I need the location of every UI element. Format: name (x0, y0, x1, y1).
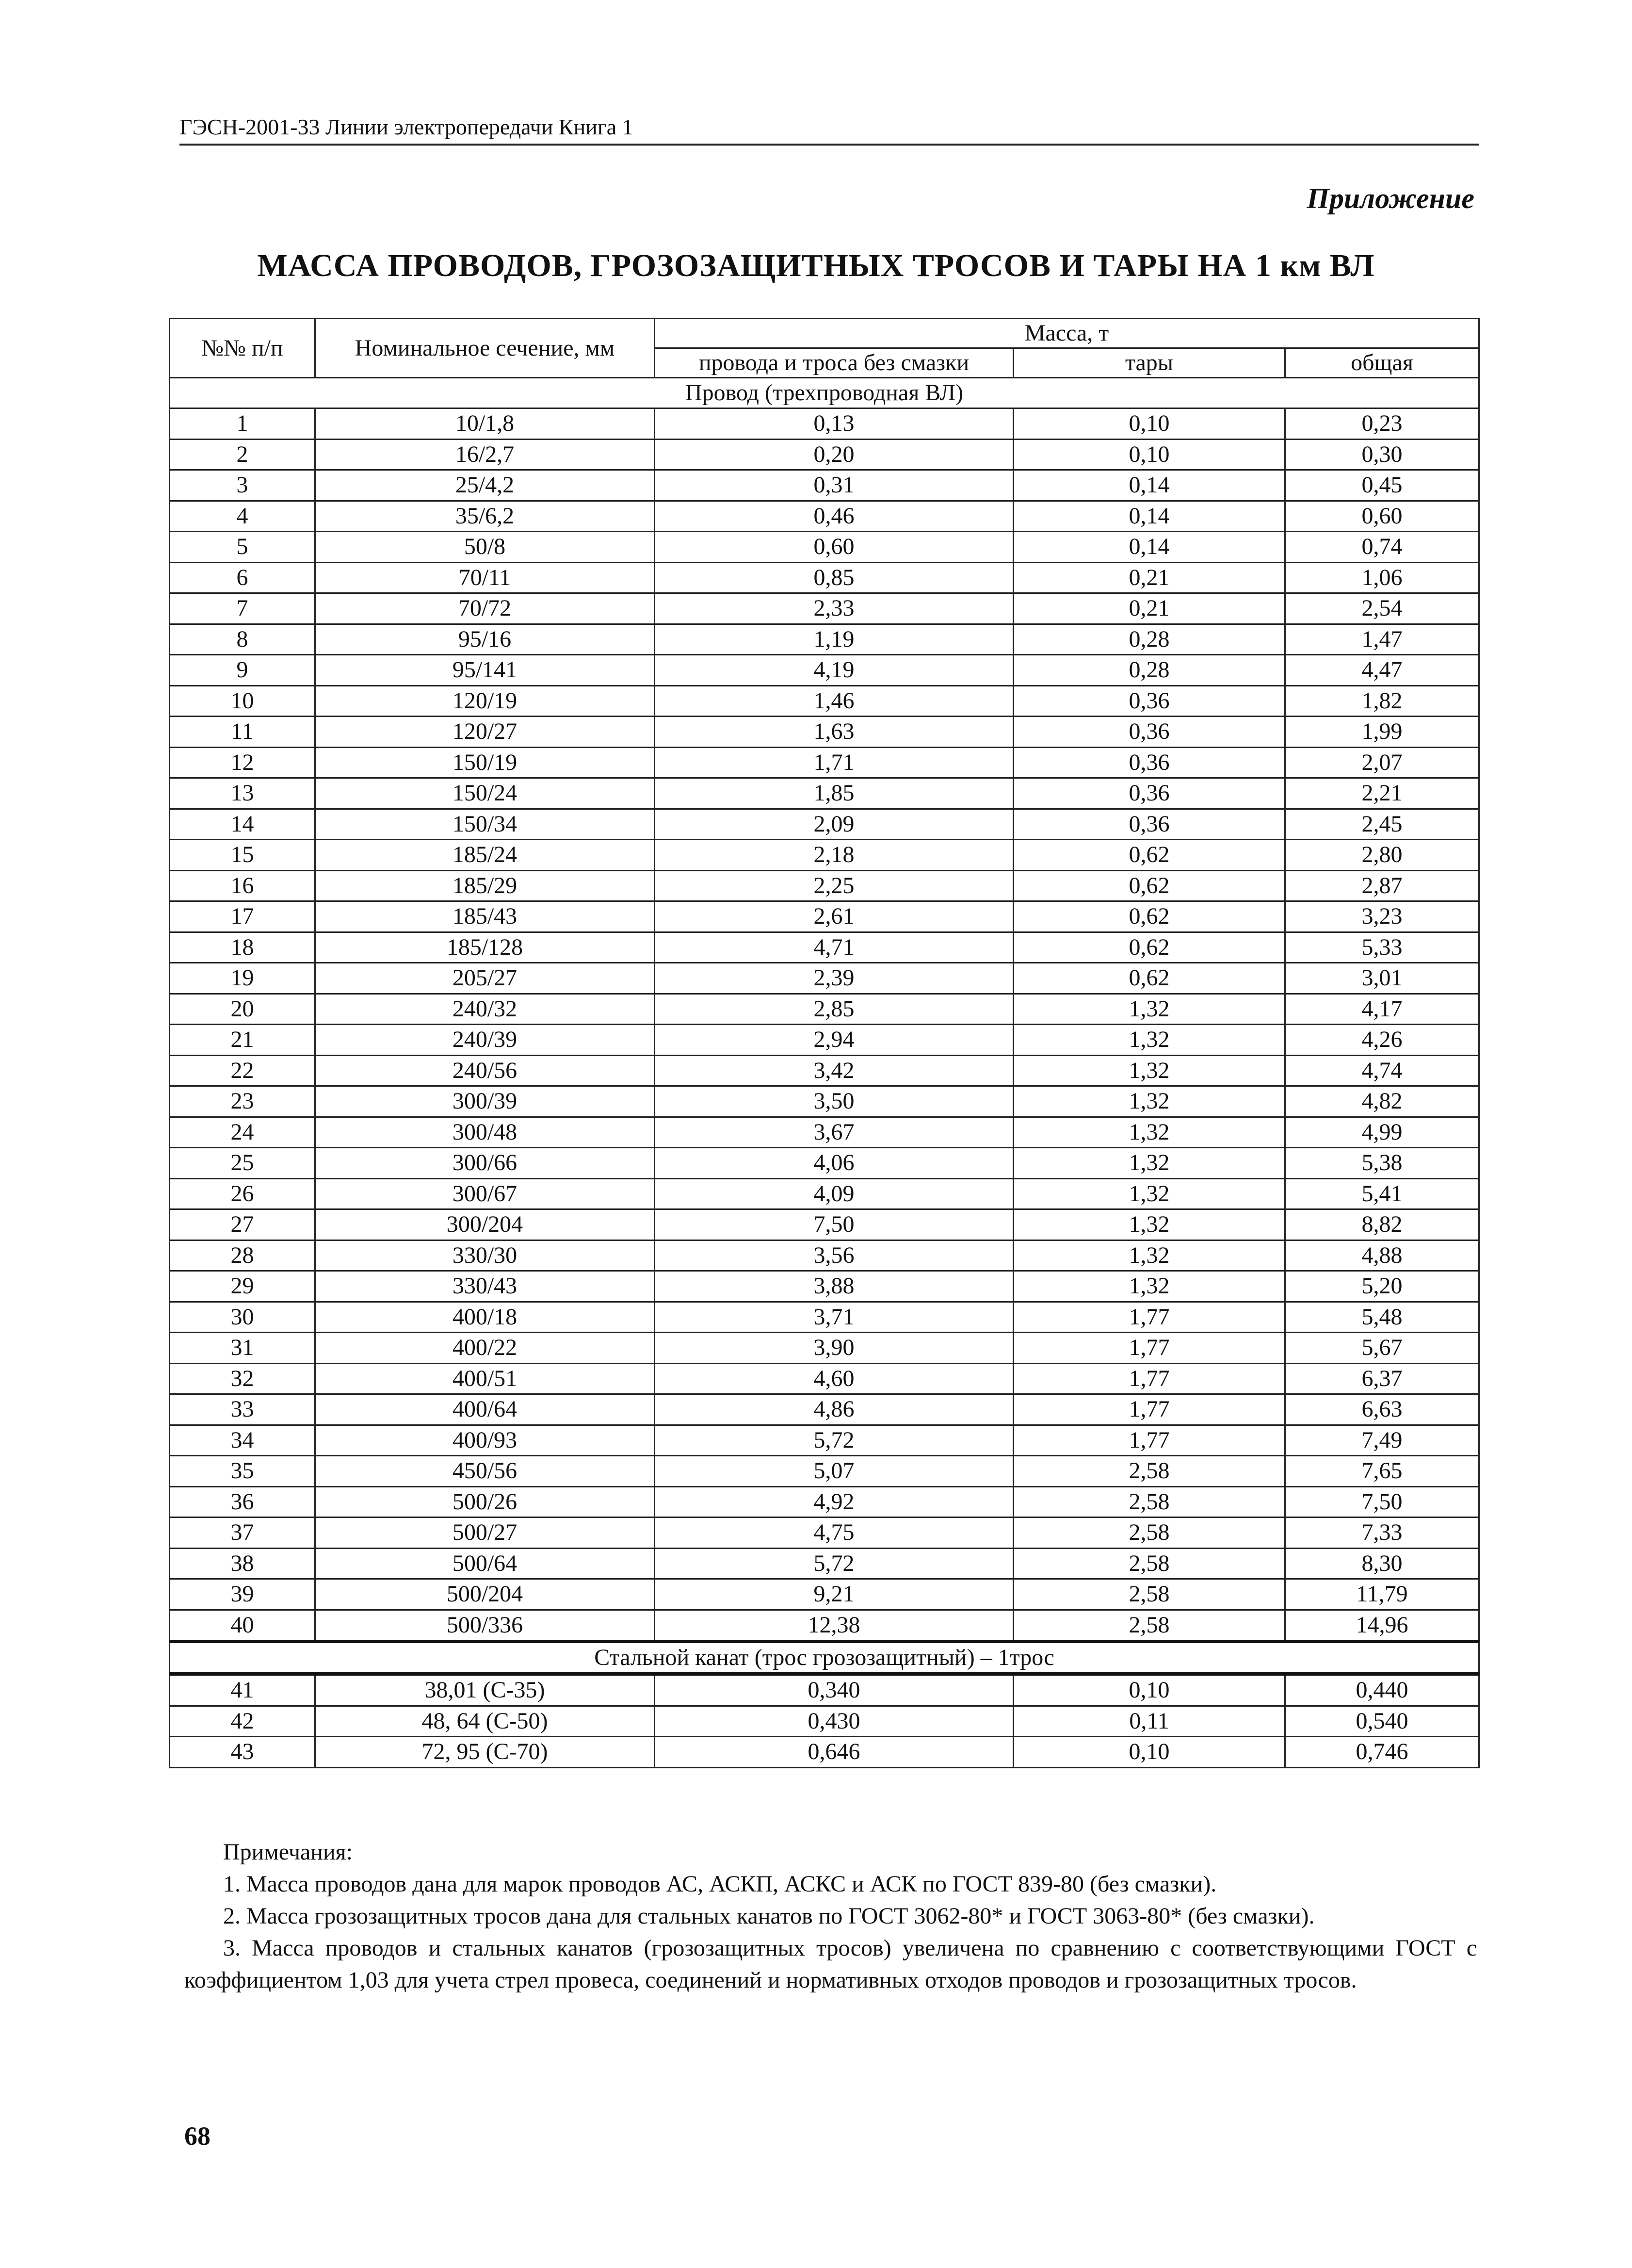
row-wire-mass: 3,71 (655, 1302, 1014, 1333)
table-body (170, 378, 1479, 1768)
row-tare-mass: 1,77 (1014, 1394, 1285, 1425)
row-section: 185/24 (315, 840, 655, 871)
row-tare-mass: 2,58 (1014, 1579, 1285, 1610)
row-section: 450/56 (315, 1456, 655, 1487)
row-section: 300/204 (315, 1209, 655, 1240)
row-section: 72, 95 (С-70) (315, 1737, 655, 1768)
row-num: 25 (170, 1148, 315, 1179)
table-row (170, 1706, 1479, 1737)
row-tare-mass: 1,32 (1014, 1117, 1285, 1148)
row-tare-mass: 0,62 (1014, 932, 1285, 963)
row-wire-mass: 0,46 (655, 501, 1014, 532)
row-wire-mass: 0,31 (655, 470, 1014, 501)
row-tare-mass: 1,32 (1014, 994, 1285, 1025)
row-total-mass: 4,47 (1285, 655, 1479, 686)
row-num: 26 (170, 1178, 315, 1209)
row-total-mass: 8,82 (1285, 1209, 1479, 1240)
row-total-mass: 2,07 (1285, 747, 1479, 778)
row-wire-mass: 4,19 (655, 655, 1014, 686)
row-num: 7 (170, 593, 315, 624)
row-num: 38 (170, 1548, 315, 1579)
note-item: 3. Масса проводов и стальных канатов (грозозащитных тросов) увеличена по сравнению с соответствующими ГОСТ с коэффициентом 1,03 для учета стрел провеса, соединений и нормативных отходов проводов и грозозащитных тросов. (184, 1935, 1477, 1993)
row-total-mass: 5,67 (1285, 1333, 1479, 1364)
row-total-mass: 4,82 (1285, 1086, 1479, 1117)
table-row (170, 963, 1479, 994)
row-total-mass: 14,96 (1285, 1610, 1479, 1642)
table-row (170, 809, 1479, 840)
row-section: 150/19 (315, 747, 655, 778)
row-section: 150/34 (315, 809, 655, 840)
row-num: 31 (170, 1333, 315, 1364)
table-row (170, 1271, 1479, 1302)
row-wire-mass: 1,63 (655, 717, 1014, 748)
row-wire-mass: 4,09 (655, 1178, 1014, 1209)
table-row (170, 932, 1479, 963)
row-num: 21 (170, 1025, 315, 1056)
running-title: ГЭСН-2001-33 Линии электропередачи Книга 1 (179, 114, 633, 139)
row-tare-mass: 0,62 (1014, 840, 1285, 871)
row-total-mass: 4,26 (1285, 1025, 1479, 1056)
row-section: 500/64 (315, 1548, 655, 1579)
row-wire-mass: 0,60 (655, 532, 1014, 563)
row-total-mass: 7,50 (1285, 1486, 1479, 1517)
row-section: 185/128 (315, 932, 655, 963)
table-row (170, 870, 1479, 901)
row-tare-mass: 0,21 (1014, 562, 1285, 593)
row-wire-mass: 4,71 (655, 932, 1014, 963)
row-wire-mass: 1,46 (655, 685, 1014, 717)
table-row (170, 717, 1479, 748)
row-num: 35 (170, 1456, 315, 1487)
header-num: №№ п/п (170, 319, 315, 378)
row-total-mass: 3,23 (1285, 901, 1479, 932)
row-section: 48, 64 (С-50) (315, 1706, 655, 1737)
note-item: 2. Масса грозозащитных тросов дана для стальных канатов по ГОСТ 3062-80* и ГОСТ 3063-80* (без смазки). (223, 1903, 1315, 1929)
row-section: 500/336 (315, 1610, 655, 1642)
row-num: 8 (170, 624, 315, 655)
table-row (170, 1517, 1479, 1549)
row-total-mass: 7,65 (1285, 1456, 1479, 1487)
row-wire-mass: 1,19 (655, 624, 1014, 655)
row-section: 185/43 (315, 901, 655, 932)
table-row (170, 439, 1479, 470)
row-total-mass: 11,79 (1285, 1579, 1479, 1610)
row-tare-mass: 0,62 (1014, 901, 1285, 932)
row-section: 95/16 (315, 624, 655, 655)
row-total-mass: 2,45 (1285, 809, 1479, 840)
row-total-mass: 0,440 (1285, 1674, 1479, 1706)
table-row (170, 1486, 1479, 1517)
table-row (170, 624, 1479, 655)
row-section: 120/27 (315, 717, 655, 748)
table-row (170, 1674, 1479, 1706)
table-row (170, 1394, 1479, 1425)
row-wire-mass: 2,85 (655, 994, 1014, 1025)
header-mass: Масса, т (655, 319, 1479, 348)
row-num: 10 (170, 685, 315, 717)
row-total-mass: 2,54 (1285, 593, 1479, 624)
row-tare-mass: 2,58 (1014, 1456, 1285, 1487)
row-section: 500/26 (315, 1486, 655, 1517)
page-title: МАССА ПРОВОДОВ, ГРОЗОЗАЩИТНЫХ ТРОСОВ И ТАРЫ НА 1 км ВЛ (257, 248, 1375, 283)
row-section: 500/27 (315, 1517, 655, 1549)
row-num: 29 (170, 1271, 315, 1302)
row-num: 23 (170, 1086, 315, 1117)
row-num: 24 (170, 1117, 315, 1148)
row-section: 95/141 (315, 655, 655, 686)
row-section: 240/56 (315, 1055, 655, 1086)
row-total-mass: 4,88 (1285, 1240, 1479, 1271)
row-num: 6 (170, 562, 315, 593)
row-total-mass: 0,74 (1285, 532, 1479, 563)
row-tare-mass: 0,21 (1014, 593, 1285, 624)
row-tare-mass: 1,32 (1014, 1025, 1285, 1056)
table-row (170, 562, 1479, 593)
row-wire-mass: 4,75 (655, 1517, 1014, 1549)
row-section: 10/1,8 (315, 408, 655, 440)
row-wire-mass: 4,92 (655, 1486, 1014, 1517)
row-section: 240/39 (315, 1025, 655, 1056)
group-title-wire: Провод (трехпроводная ВЛ) (170, 378, 1479, 408)
row-section: 330/43 (315, 1271, 655, 1302)
row-wire-mass: 2,61 (655, 901, 1014, 932)
mass-table (169, 318, 1480, 1768)
row-tare-mass: 0,28 (1014, 624, 1285, 655)
row-num: 41 (170, 1674, 315, 1706)
row-tare-mass: 1,32 (1014, 1148, 1285, 1179)
row-num: 12 (170, 747, 315, 778)
row-section: 400/22 (315, 1333, 655, 1364)
row-section: 300/67 (315, 1178, 655, 1209)
row-total-mass: 0,30 (1285, 439, 1479, 470)
table-row (170, 593, 1479, 624)
table-row (170, 408, 1479, 440)
row-total-mass: 3,01 (1285, 963, 1479, 994)
row-tare-mass: 1,77 (1014, 1302, 1285, 1333)
row-total-mass: 2,87 (1285, 870, 1479, 901)
table-header (170, 319, 1479, 378)
row-num: 36 (170, 1486, 315, 1517)
table-row (170, 1456, 1479, 1487)
row-section: 25/4,2 (315, 470, 655, 501)
row-tare-mass: 0,36 (1014, 778, 1285, 809)
row-section: 400/93 (315, 1425, 655, 1456)
row-tare-mass: 0,10 (1014, 1674, 1285, 1706)
table-row (170, 1209, 1479, 1240)
row-tare-mass: 1,77 (1014, 1333, 1285, 1364)
table-row (170, 1737, 1479, 1768)
row-tare-mass: 1,32 (1014, 1240, 1285, 1271)
table-row (170, 747, 1479, 778)
row-total-mass: 0,746 (1285, 1737, 1479, 1768)
row-total-mass: 6,37 (1285, 1363, 1479, 1394)
row-total-mass: 2,80 (1285, 840, 1479, 871)
table-row (170, 1610, 1479, 1642)
row-tare-mass: 0,36 (1014, 717, 1285, 748)
row-section: 300/66 (315, 1148, 655, 1179)
row-total-mass: 6,63 (1285, 1394, 1479, 1425)
row-num: 20 (170, 994, 315, 1025)
table-row (170, 1333, 1479, 1364)
notes (184, 1836, 1477, 1996)
row-tare-mass: 0,10 (1014, 439, 1285, 470)
row-wire-mass: 5,72 (655, 1548, 1014, 1579)
row-num: 22 (170, 1055, 315, 1086)
row-tare-mass: 0,11 (1014, 1706, 1285, 1737)
row-total-mass: 4,74 (1285, 1055, 1479, 1086)
row-wire-mass: 3,90 (655, 1333, 1014, 1364)
header-tare: тары (1014, 348, 1285, 378)
row-num: 27 (170, 1209, 315, 1240)
row-section: 70/72 (315, 593, 655, 624)
group-title-cable: Стальной канат (трос грозозащитный) – 1трос (170, 1642, 1479, 1674)
row-total-mass: 7,33 (1285, 1517, 1479, 1549)
row-wire-mass: 2,33 (655, 593, 1014, 624)
table-row (170, 1548, 1479, 1579)
row-tare-mass: 2,58 (1014, 1517, 1285, 1549)
header-wire: провода и троса без смазки (655, 348, 1014, 378)
row-wire-mass: 0,20 (655, 439, 1014, 470)
row-section: 300/39 (315, 1086, 655, 1117)
row-num: 40 (170, 1610, 315, 1642)
row-section: 400/51 (315, 1363, 655, 1394)
row-num: 32 (170, 1363, 315, 1394)
row-wire-mass: 0,646 (655, 1737, 1014, 1768)
row-tare-mass: 1,32 (1014, 1055, 1285, 1086)
row-total-mass: 0,23 (1285, 408, 1479, 440)
row-tare-mass: 2,58 (1014, 1486, 1285, 1517)
note-item: 1. Масса проводов дана для марок проводов АС, АСКП, АСКС и АСК по ГОСТ 839-80 (без смазки). (223, 1871, 1217, 1897)
row-wire-mass: 2,18 (655, 840, 1014, 871)
row-wire-mass: 7,50 (655, 1209, 1014, 1240)
row-total-mass: 7,49 (1285, 1425, 1479, 1456)
row-total-mass: 2,21 (1285, 778, 1479, 809)
row-wire-mass: 5,72 (655, 1425, 1014, 1456)
row-section: 240/32 (315, 994, 655, 1025)
row-tare-mass: 0,14 (1014, 532, 1285, 563)
row-section: 500/204 (315, 1579, 655, 1610)
table-row (170, 994, 1479, 1025)
row-total-mass: 1,06 (1285, 562, 1479, 593)
row-total-mass: 1,47 (1285, 624, 1479, 655)
row-tare-mass: 0,36 (1014, 685, 1285, 717)
row-tare-mass: 2,58 (1014, 1548, 1285, 1579)
row-tare-mass: 1,77 (1014, 1363, 1285, 1394)
table-row (170, 778, 1479, 809)
row-total-mass: 1,82 (1285, 685, 1479, 717)
running-header (179, 110, 1479, 146)
row-num: 1 (170, 408, 315, 440)
row-wire-mass: 2,09 (655, 809, 1014, 840)
row-num: 30 (170, 1302, 315, 1333)
row-wire-mass: 2,39 (655, 963, 1014, 994)
row-num: 16 (170, 870, 315, 901)
table-row (170, 1025, 1479, 1056)
row-tare-mass: 1,32 (1014, 1178, 1285, 1209)
row-tare-mass: 0,62 (1014, 963, 1285, 994)
row-section: 400/64 (315, 1394, 655, 1425)
row-num: 14 (170, 809, 315, 840)
row-num: 37 (170, 1517, 315, 1549)
row-total-mass: 0,540 (1285, 1706, 1479, 1737)
row-wire-mass: 2,94 (655, 1025, 1014, 1056)
row-wire-mass: 3,42 (655, 1055, 1014, 1086)
table-row (170, 1178, 1479, 1209)
table-row (170, 840, 1479, 871)
row-num: 11 (170, 717, 315, 748)
row-wire-mass: 9,21 (655, 1579, 1014, 1610)
row-num: 28 (170, 1240, 315, 1271)
row-num: 18 (170, 932, 315, 963)
row-tare-mass: 0,14 (1014, 470, 1285, 501)
row-num: 5 (170, 532, 315, 563)
row-tare-mass: 1,32 (1014, 1271, 1285, 1302)
row-total-mass: 5,20 (1285, 1271, 1479, 1302)
row-tare-mass: 0,14 (1014, 501, 1285, 532)
row-section: 400/18 (315, 1302, 655, 1333)
row-wire-mass: 4,86 (655, 1394, 1014, 1425)
table-row (170, 1363, 1479, 1394)
table-row (170, 532, 1479, 563)
row-num: 34 (170, 1425, 315, 1456)
row-tare-mass: 0,10 (1014, 408, 1285, 440)
row-tare-mass: 0,62 (1014, 870, 1285, 901)
row-section: 300/48 (315, 1117, 655, 1148)
table-row (170, 901, 1479, 932)
row-tare-mass: 0,10 (1014, 1737, 1285, 1768)
row-num: 4 (170, 501, 315, 532)
table-row (170, 1148, 1479, 1179)
table-row (170, 1086, 1479, 1117)
row-section: 150/24 (315, 778, 655, 809)
table-row (170, 1579, 1479, 1610)
row-section: 205/27 (315, 963, 655, 994)
row-tare-mass: 1,32 (1014, 1209, 1285, 1240)
row-section: 16/2,7 (315, 439, 655, 470)
row-total-mass: 5,41 (1285, 1178, 1479, 1209)
row-wire-mass: 3,50 (655, 1086, 1014, 1117)
row-wire-mass: 3,88 (655, 1271, 1014, 1302)
table-row (170, 1055, 1479, 1086)
row-tare-mass: 1,77 (1014, 1425, 1285, 1456)
row-wire-mass: 1,85 (655, 778, 1014, 809)
row-wire-mass: 0,85 (655, 562, 1014, 593)
row-total-mass: 5,38 (1285, 1148, 1479, 1179)
row-wire-mass: 4,06 (655, 1148, 1014, 1179)
row-wire-mass: 0,13 (655, 408, 1014, 440)
row-section: 50/8 (315, 532, 655, 563)
row-section: 35/6,2 (315, 501, 655, 532)
row-num: 13 (170, 778, 315, 809)
row-wire-mass: 0,340 (655, 1674, 1014, 1706)
row-wire-mass: 4,60 (655, 1363, 1014, 1394)
row-section: 185/29 (315, 870, 655, 901)
row-total-mass: 0,45 (1285, 470, 1479, 501)
row-wire-mass: 3,67 (655, 1117, 1014, 1148)
table-row (170, 685, 1479, 717)
row-num: 43 (170, 1737, 315, 1768)
row-num: 42 (170, 1706, 315, 1737)
row-num: 19 (170, 963, 315, 994)
row-total-mass: 5,48 (1285, 1302, 1479, 1333)
row-num: 9 (170, 655, 315, 686)
table-row (170, 1425, 1479, 1456)
row-wire-mass: 5,07 (655, 1456, 1014, 1487)
table-row (170, 501, 1479, 532)
row-tare-mass: 0,28 (1014, 655, 1285, 686)
page-number: 68 (184, 2121, 210, 2151)
row-section: 38,01 (С-35) (315, 1674, 655, 1706)
row-wire-mass: 12,38 (655, 1610, 1014, 1642)
row-total-mass: 8,30 (1285, 1548, 1479, 1579)
row-tare-mass: 0,36 (1014, 809, 1285, 840)
notes-heading: Примечания: (223, 1839, 353, 1865)
row-num: 17 (170, 901, 315, 932)
table-row (170, 1240, 1479, 1271)
row-num: 3 (170, 470, 315, 501)
row-num: 2 (170, 439, 315, 470)
row-wire-mass: 1,71 (655, 747, 1014, 778)
table-row (170, 470, 1479, 501)
row-total-mass: 4,17 (1285, 994, 1479, 1025)
row-wire-mass: 2,25 (655, 870, 1014, 901)
row-wire-mass: 0,430 (655, 1706, 1014, 1737)
row-tare-mass: 2,58 (1014, 1610, 1285, 1642)
row-num: 33 (170, 1394, 315, 1425)
table-row (170, 1302, 1479, 1333)
row-tare-mass: 1,32 (1014, 1086, 1285, 1117)
row-section: 120/19 (315, 685, 655, 717)
header-total: общая (1285, 348, 1479, 378)
row-tare-mass: 0,36 (1014, 747, 1285, 778)
row-total-mass: 0,60 (1285, 501, 1479, 532)
row-total-mass: 1,99 (1285, 717, 1479, 748)
row-section: 70/11 (315, 562, 655, 593)
row-section: 330/30 (315, 1240, 655, 1271)
row-total-mass: 4,99 (1285, 1117, 1479, 1148)
row-wire-mass: 3,56 (655, 1240, 1014, 1271)
table-row (170, 655, 1479, 686)
row-num: 15 (170, 840, 315, 871)
row-num: 39 (170, 1579, 315, 1610)
header-section: Номинальное сечение, мм (315, 319, 655, 378)
row-total-mass: 5,33 (1285, 932, 1479, 963)
table-row (170, 1117, 1479, 1148)
appendix-label: Приложение (1307, 182, 1474, 214)
